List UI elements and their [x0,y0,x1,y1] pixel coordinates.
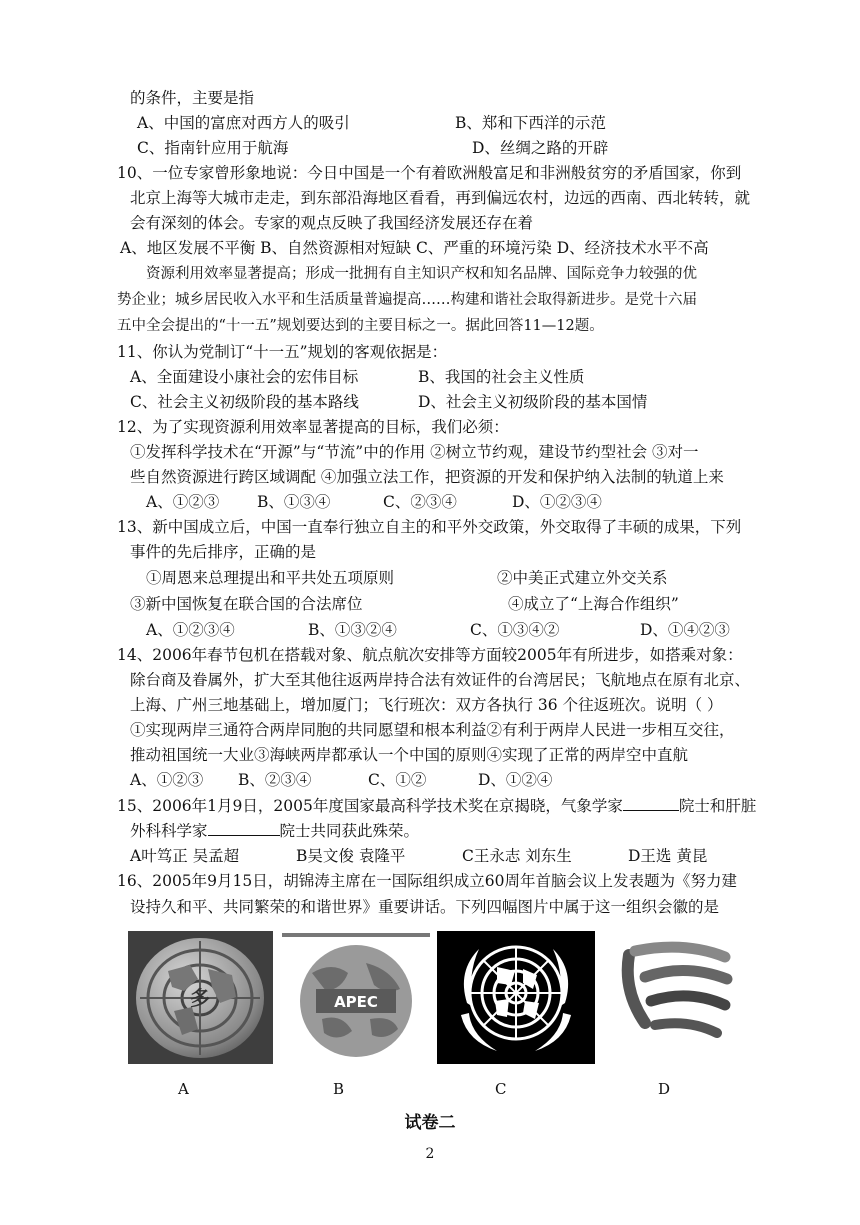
q11-option-d: D、社会主义初级阶段的基本国情 [418,393,648,411]
q12-stem: 12、为了实现资源利用效率显著提高的目标，我们必须： [117,418,509,436]
q13-option-c: C、①③④② [470,621,560,639]
q11-stem: 11、你认为党制订“十一五”规划的客观依据是： [117,343,448,361]
q15-text-1: 15、2006年1月9日，2005年度国家最高科学技术奖在京揭晓，气象学家 [117,797,623,815]
q14-line-2: 除台商及眷属外，扩大至其他往返两岸持合法有效证件的台湾居民；飞航地点在原有北京、 [130,671,751,689]
q13-item-4: ④成立了“上海合作组织” [508,595,679,613]
q15-line-1 [117,796,756,816]
q14-option-b: B、②③④ [238,771,312,789]
q12-line-2: 些自然资源进行跨区域调配 ④加强立法工作，把资源的开发和保护纳入法制的轨道上来 [130,468,724,486]
passage-line-2: 势企业；城乡居民收入水平和生活质量普遍提高……构建和谐社会取得新进步。是党十六届 [117,292,697,308]
q15-option-b: B吴文俊 袁隆平 [296,847,406,865]
q9-option-d: D、丝绸之路的开辟 [472,139,609,157]
emblem-a-image [128,931,273,1064]
q11-option-a: A、全面建设小康社会的宏伟目标 [130,368,359,386]
q10-line-2: 北京上海等大城市走走，到东部沿海地区看看，再到偏远农村，边远的西南、西北转转，就 [130,189,751,207]
q12-option-b: B、①③④ [257,493,331,511]
q13-item-1: ①周恩来总理提出和平共处五项原则 [146,569,395,587]
q13-option-d: D、①④②③ [640,621,730,639]
q9-option-b: B、郑和下西洋的示范 [455,114,606,132]
q14-line-3: 上海、广州三地基础上，增加厦门；飞行班次：双方各执行 36 个往返班次。说明（ ） [130,696,723,714]
q14-option-a: A、①②③ [130,771,204,789]
caption-a: A [178,1080,189,1098]
q15-text-4: 院士共同获此殊荣。 [279,822,420,840]
q13-option-b: B、①③②④ [308,621,397,639]
q16-line-1: 16、2005年9月15日，胡锦涛主席在一国际组织成立60周年首脑会议上发表题为《努力建 [117,872,737,890]
q15-line-2 [130,821,419,841]
q10-line-1: 10、一位专家曾形象地说：今日中国是一个有着欧洲般富足和非洲般贫穷的矛盾国家，你到 [117,164,742,182]
svg-text:多: 多 [190,986,210,1010]
page-number: 2 [425,1146,435,1162]
section-title: 试卷二 [404,1113,456,1133]
q9-option-c: C、指南针应用于航海 [137,139,289,157]
q10-options: A、地区发展不平衡 B、自然资源相对短缺 C、严重的环境污染 D、经济技术水平不高 [120,239,709,257]
caption-b: B [333,1080,345,1098]
q12-line-1: ①发挥科学技术在“开源”与“节流”中的作用 ②树立节约观，建设节约型社会 ③对一 [130,443,699,461]
caption-d: D [658,1080,671,1098]
passage-line-1: 资源利用效率显著提高；形成一批拥有自主知识产权和知名品牌、国际竞争力较强的优 [146,266,697,282]
q13-line-2: 事件的先后排序，正确的是 [130,543,317,561]
q11-option-b: B、我国的社会主义性质 [418,368,585,386]
q12-option-a: A、①②③ [146,493,220,511]
q15-text-3: 外科科学家 [130,822,208,840]
q12-option-c: C、②③④ [383,493,457,511]
passage-line-3: 五中全会提出的“十一五”规划要达到的主要目标之一。据此回答11—12题。 [117,318,604,334]
q15-option-a: A叶笃正 吴孟超 [130,847,240,865]
q12-option-d: D、①②③④ [512,493,602,511]
q11-option-c: C、社会主义初级阶段的基本路线 [130,393,359,411]
q14-option-c: C、①② [368,771,427,789]
q15-text-2: 院士和肝脏 [678,797,757,815]
caption-c: C [495,1080,507,1098]
apec-emblem-image [282,933,430,1064]
q15-option-c: C王永志 刘东生 [462,847,572,865]
apec-label: APEC [334,993,378,1011]
q14-line-5: 推动祖国统一大业③海峡两岸都承认一个中国的原则④实现了正常的两岸空中直航 [130,746,689,764]
q14-line-1: 14、2006年春节包机在搭载对象、航点航次安排等方面较2005年有所进步，如搭乘对象： [117,646,743,664]
q14-option-d: D、①②④ [478,771,553,789]
q15-blank-2 [208,821,280,836]
q15-blank-1 [623,796,679,811]
q16-line-2: 设持久和平、共同繁荣的和谐世界》重要讲话。下列四幅图片中属于这一组织会徽的是 [130,898,720,916]
q9-stem-end: 的条件，主要是指 [130,89,255,107]
q9-option-a: A、中国的富庶对西方人的吸引 [137,114,350,132]
q14-line-4: ①实现两岸三通符合两岸同胞的共同愿望和根本利益②有利于两岸人民进一步相互交往， [130,721,735,739]
q13-line-1: 13、新中国成立后，中国一直奉行独立自主的和平外交政策，外交取得了丰硕的成果，下列 [117,518,742,536]
q15-option-d: D王选 黄昆 [628,847,708,865]
q13-item-2: ②中美正式建立外交关系 [497,569,668,587]
q13-option-a: A、①②③④ [146,621,235,639]
un-emblem-image [437,931,595,1064]
wto-emblem-image [605,933,743,1064]
q10-line-3: 会有深刻的体会。专家的观点反映了我国经济发展还存在着 [130,214,534,232]
q13-item-3: ③新中国恢复在联合国的合法席位 [130,595,363,613]
